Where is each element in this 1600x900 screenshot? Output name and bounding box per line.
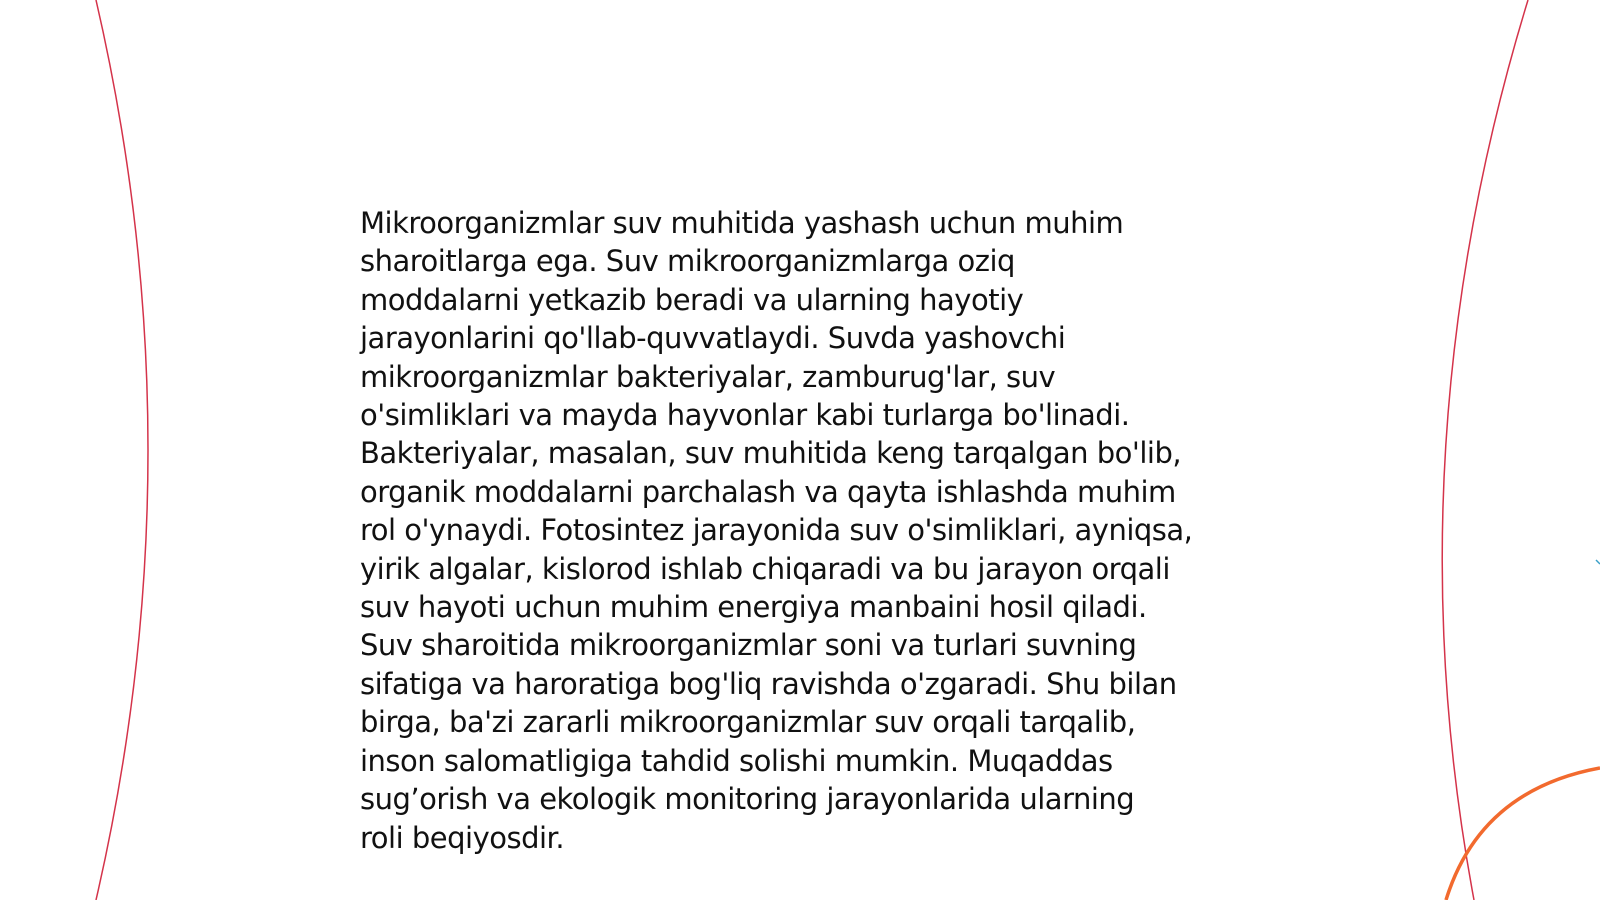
edge-mark [1596, 560, 1600, 564]
body-paragraph: Mikroorganizmlar suv muhitida yashash uchun muhim sharoitlarga ega. Suv mikroorganizmlarga oziq moddalarni yetkazib beradi va ularning hayotiy jarayonlarini qo'llab-quvvatlaydi. Suvda yashovchi mikroorganizmlar bakteriyalar, zamburug'lar, suv o'simliklari va mayda hayvonlar kabi turlarga bo'linadi. Bakteriyalar, masalan, suv muhitida keng tarqalgan bo'lib, organik moddalarni parchalash va qayta ishlashda muhim rol o'ynaydi. Fotosintez jarayonida suv o'simliklari, ayniqsa, yirik algalar, kislorod ishlab chiqaradi va bu jarayon orqali suv hayoti uchun muhim energiya manbaini hosil qiladi. Suv sharoitida mikroorganizmlar soni va turlari suvning sifatiga va haroratiga bog'liq ravishda o'zgaradi. Shu bilan birga, ba'zi zararli mikroorganizmlar suv orqali tarqalib, inson salomatligiga tahdid solishi mumkin. Muqaddas sug’orish va ekologik monitoring jarayonlarida ularning roli beqiyosdir. [360, 206, 1193, 855]
right-curve-line [1442, 0, 1528, 900]
left-curve-line [96, 0, 148, 900]
orange-arc [1446, 768, 1600, 900]
